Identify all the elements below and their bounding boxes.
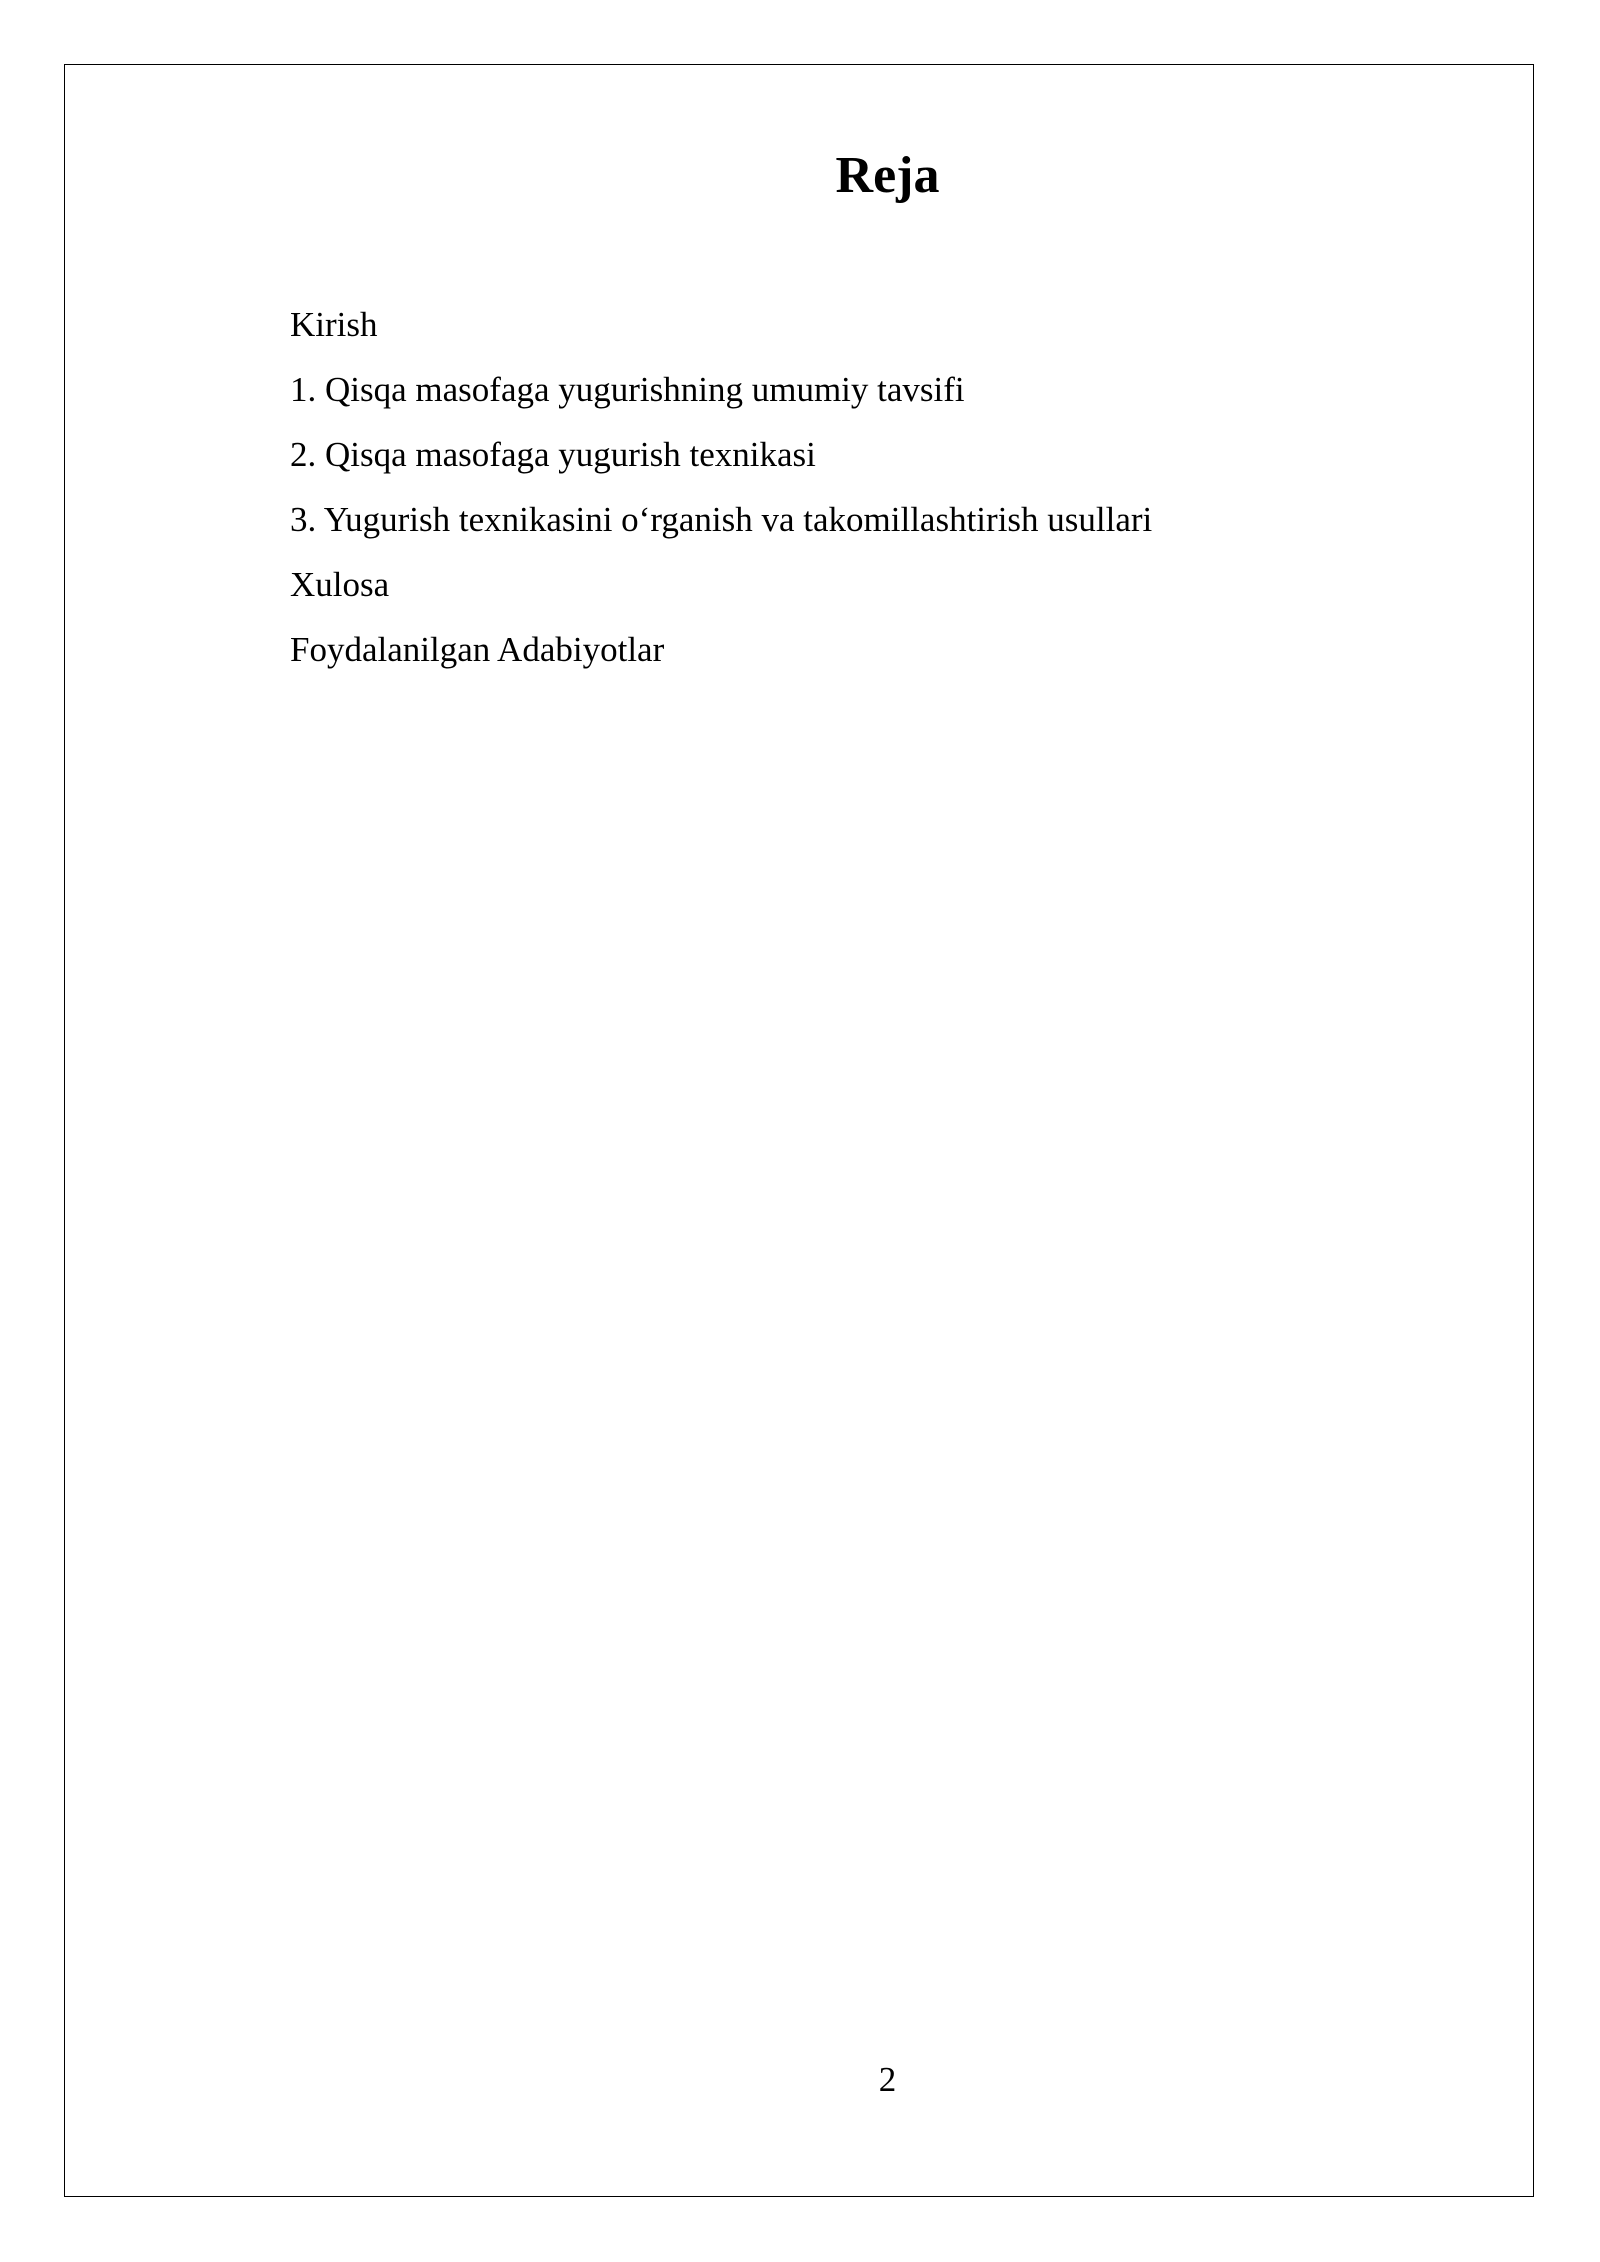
table-of-contents (290, 292, 1152, 682)
toc-item-section-2: 2. Qisqa masofaga yugurish texnikasi (290, 435, 816, 474)
toc-item-conclusion: Xulosa (290, 565, 390, 604)
toc-item-references: Foydalanilgan Adabiyotlar (290, 630, 665, 669)
page-number: 2 (878, 2060, 897, 2099)
toc-item-section-3: 3. Yugurish texnikasini o‘rganish va takomillashtirish usullari (290, 500, 1153, 539)
page-title: Reja (835, 147, 940, 204)
toc-item-introduction: Kirish (290, 305, 378, 344)
toc-item-section-1: 1. Qisqa masofaga yugurishning umumiy tavsifi (290, 370, 965, 409)
